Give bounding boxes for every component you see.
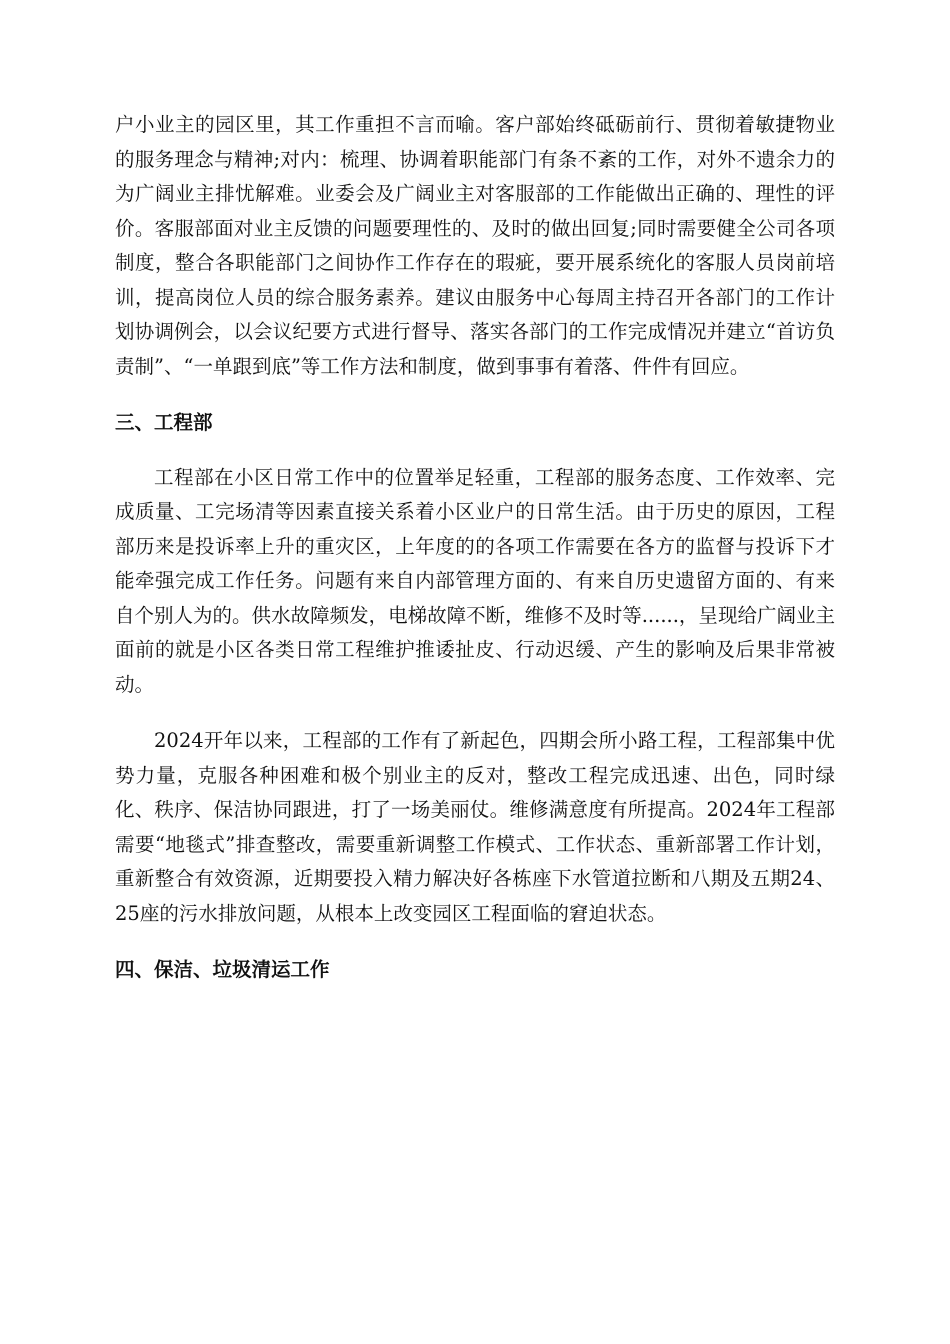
continued-paragraph: 户小业主的园区里，其工作重担不言而喻。客户部始终砥砺前行、贯彻着敏捷物业的服务理念与精神;对内：梳理、协调着职能部门有条不紊的工作，对外不遗余力的为广阔业主排忧解难。业委会及广阔业主对客服部的工作能做出正确的、理性的评价。客服部面对业主反馈的问题要理性的、及时的做出回复;同时需要健全公司各项制度，整合各职能部门之间协作工作存在的瑕疵，要开展系统化的客服人员岗前培训，提高岗位人员的综合服务素养。建议由服务中心每周主持召开各部门的工作计划协调例会，以会议纪要方式进行督导、落实各部门的工作完成情况并建立“首访负责制”、“一单跟到底”等工作方法和制度，做到事事有着落、件件有回应。 bbox=[115, 113, 835, 378]
engineering-paragraph-2: 2024开年以来，工程部的工作有了新起色，四期会所小路工程，工程部集中优势力量，克服各种困难和极个别业主的反对，整改工程完成迅速、出色，同时绿化、秩序、保洁协同跟进，打了一场美丽仗。维修满意度有所提高。2024年工程部需要“地毯式”排查整改，需要重新调整工作模式、工作状态、重新部署工作计划，重新整合有效资源，近期要投入精力解决好各栋座下水管道拉断和八期及五期24、25座的污水排放问题，从根本上改变园区工程面临的窘迫状态。 bbox=[115, 729, 835, 925]
document-body bbox=[115, 108, 835, 1008]
section-heading-engineering: 三、工程部 bbox=[115, 411, 213, 434]
engineering-paragraph-1: 工程部在小区日常工作中的位置举足轻重，工程部的服务态度、工作效率、完成质量、工完场清等因素直接关系着小区业户的日常生活。由于历史的原因，工程部历来是投诉率上升的重灾区，上年度的的各项工作需要在各方的监督与投诉下才能牵强完成工作任务。问题有来自内部管理方面的、有来自历史遗留方面的、有来自个别人为的。供水故障频发，电梯故障不断，维修不及时等......，呈现给广阔业主面前的就是小区各类日常工程维护推诿扯皮、行动迟缓、产生的影响及后果非常被动。 bbox=[115, 465, 835, 696]
section-heading-cleaning: 四、保洁、垃圾清运工作 bbox=[115, 958, 330, 981]
